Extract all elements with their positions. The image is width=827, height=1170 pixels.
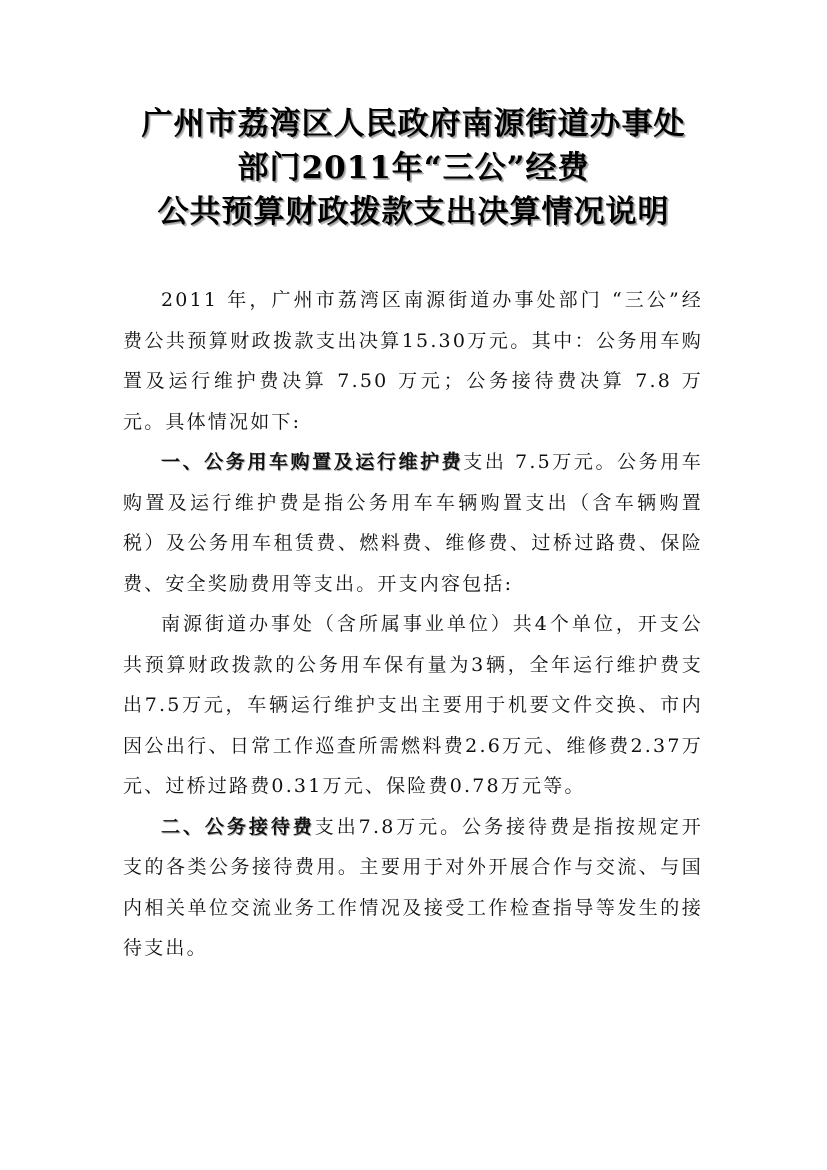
section-1-text: 支出 7.5万元。公务用车购置及运行维护费是指公务用车车辆购置支出（含车辆购置税）及公务用车租赁费、燃料费、维修费、过桥过路费、保险费、安全奖励费用等支出。开支内容包括: xyxy=(123,451,703,595)
section-1-heading: 一、公务用车购置及运行维护费 xyxy=(161,451,464,473)
section-1-paragraph xyxy=(123,442,703,604)
document-body xyxy=(123,280,703,969)
section-2-heading: 二、公务接待费 xyxy=(161,815,315,838)
title-line-1: 广州市荔湾区人民政府南源街道办事处 xyxy=(141,106,686,142)
section-1-detail-paragraph: 南源街道办事处（含所属事业单位）共4个单位，开支公共预算财政拨款的公务用车保有量为3辆，全年运行维护费支出7.5万元，车辆运行维护支出主要用于机要文件交换、市内因公出行、日常工作巡查所需燃料费2.6万元、维修费2.37万元、过桥过路费0.31万元、保险费0.78万元等。 xyxy=(123,613,703,797)
section-2-text: 支出7.8万元。公务接待费是指按规定开支的各类公务接待费用。主要用于对外开展合作与交流、与国内相关单位交流业务工作情况及接受工作检查指导等发生的接待支出。 xyxy=(123,815,703,959)
intro-paragraph: 2011 年，广州市荔湾区南源街道办事处部门 “三公”经费公共预算财政拨款支出决算15.30万元。其中：公务用车购置及运行维护费决算 7.50 万元；公务接待费决算 7.8 万元。具体情况如下: xyxy=(123,289,703,433)
document-title xyxy=(0,102,827,234)
section-2-paragraph xyxy=(123,807,703,969)
title-line-2: 部门2011年“三公”经费 xyxy=(237,150,590,186)
title-line-3: 公共预算财政拨款支出决算情况说明 xyxy=(157,194,670,230)
